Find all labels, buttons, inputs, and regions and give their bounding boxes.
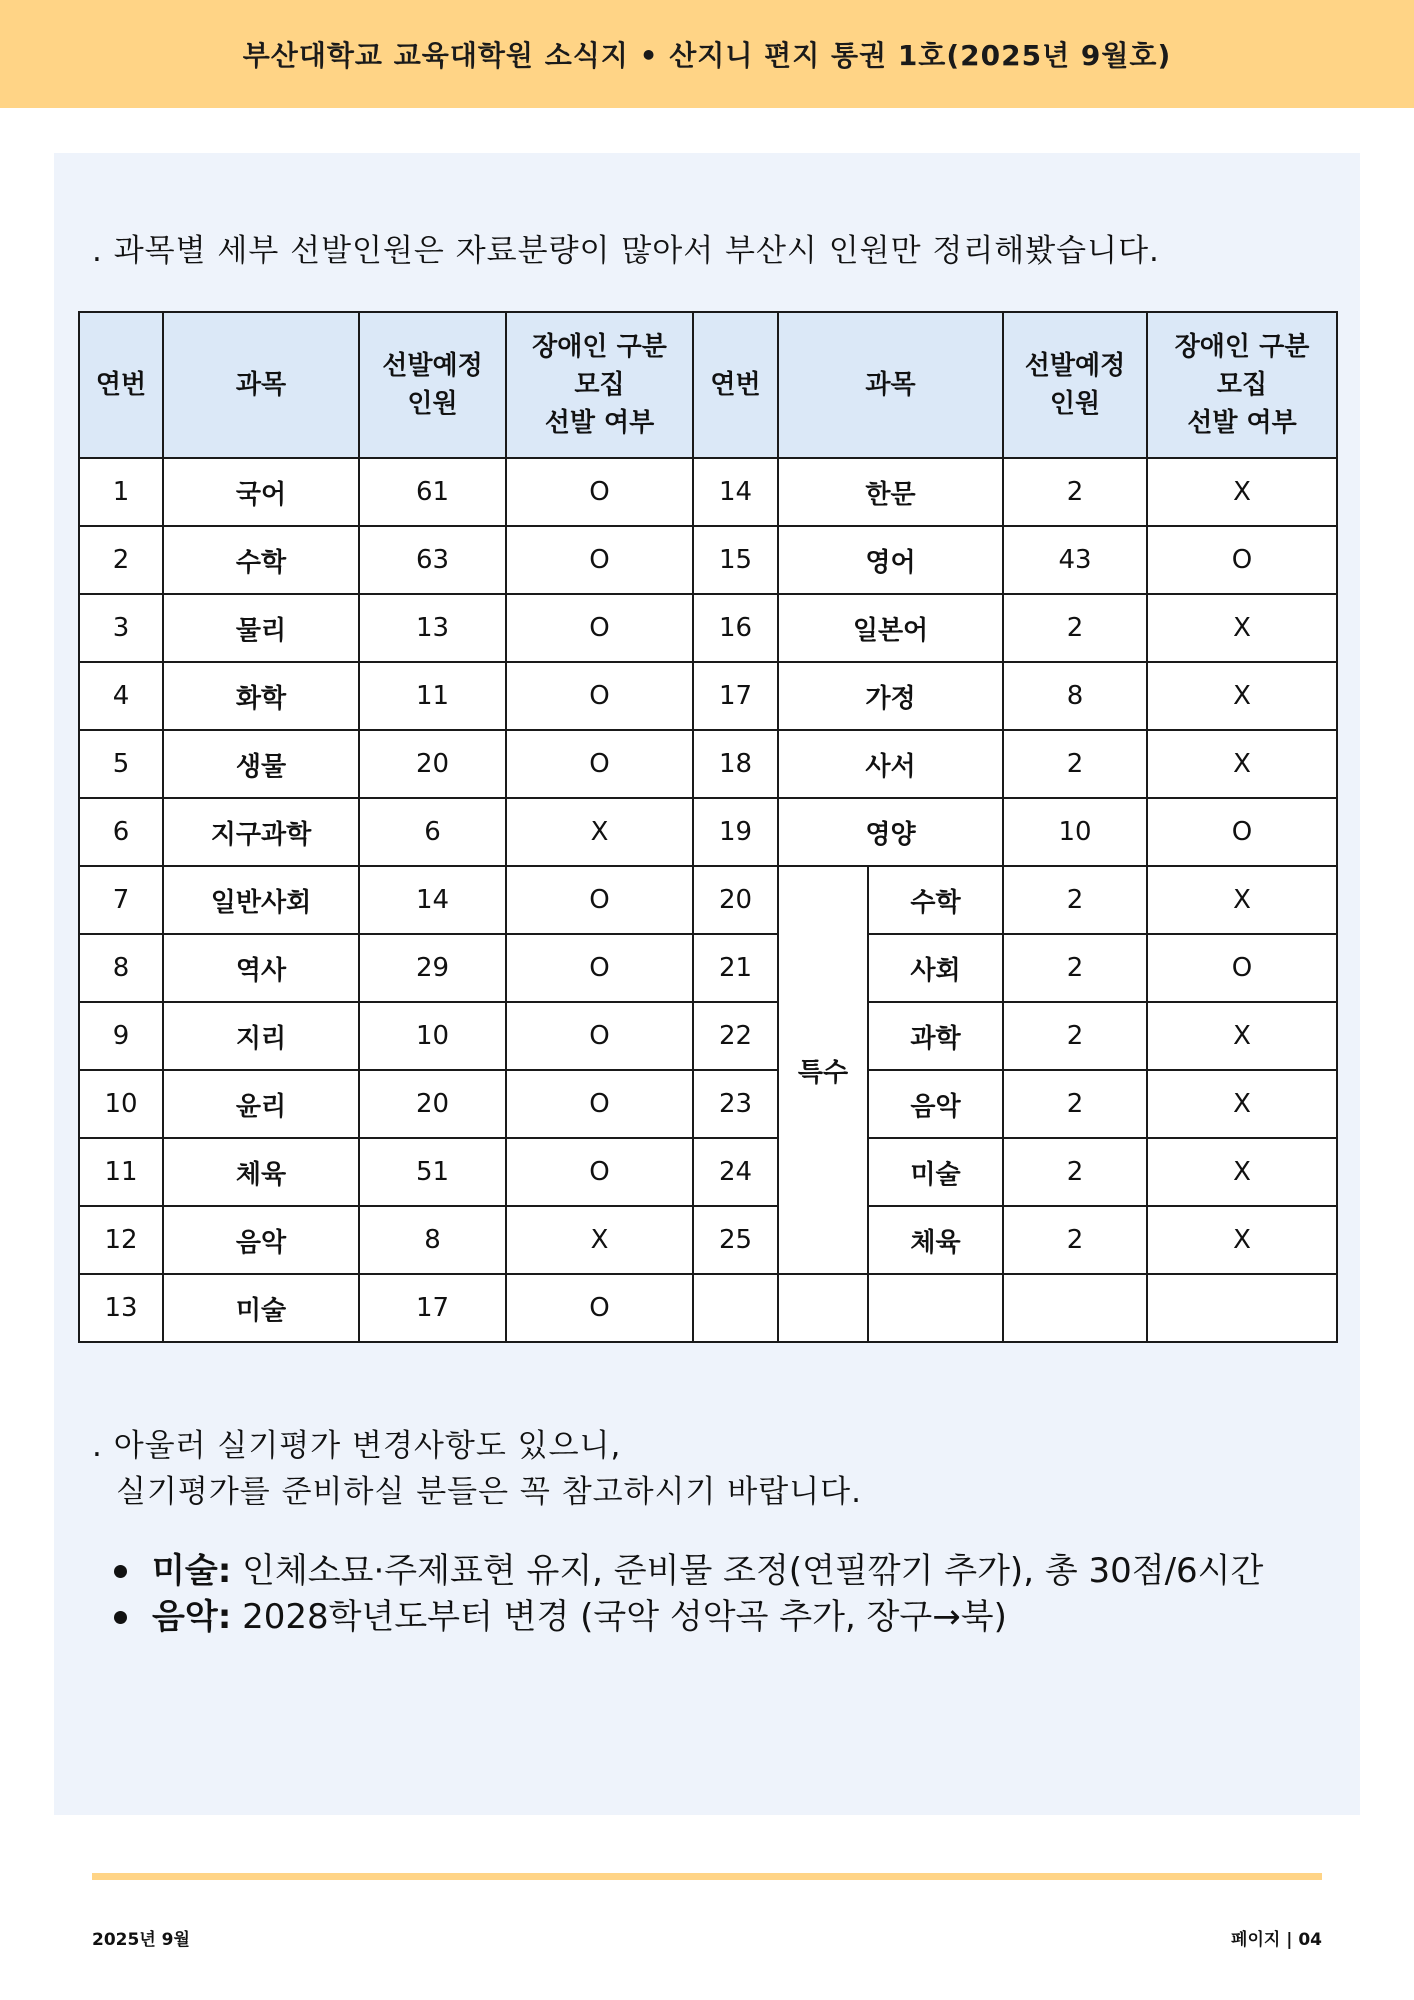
list-item bbox=[114, 1594, 1263, 1640]
row-quota: 43 bbox=[1003, 526, 1147, 594]
table-header-row bbox=[79, 312, 1337, 458]
row-no: 12 bbox=[79, 1206, 163, 1274]
footer-divider bbox=[92, 1873, 1322, 1880]
row-quota: 10 bbox=[1003, 798, 1147, 866]
row-no: 20 bbox=[693, 866, 778, 934]
row-quota: 29 bbox=[359, 934, 506, 1002]
row-disability: O bbox=[506, 866, 693, 934]
row-disability: O bbox=[506, 1002, 693, 1070]
row-subject: 음악 bbox=[868, 1070, 1003, 1138]
intro-text: . 과목별 세부 선발인원은 자료분량이 많아서 부산시 인원만 정리해봤습니다. bbox=[92, 233, 1160, 269]
row-disability: X bbox=[1147, 1138, 1337, 1206]
row-quota: 2 bbox=[1003, 866, 1147, 934]
row-disability: O bbox=[1147, 798, 1337, 866]
change-list bbox=[114, 1548, 1263, 1640]
empty-cell bbox=[868, 1274, 1003, 1342]
row-no: 7 bbox=[79, 866, 163, 934]
row-disability: X bbox=[1147, 662, 1337, 730]
table-row bbox=[79, 1206, 1337, 1274]
header-band bbox=[0, 0, 1414, 108]
row-no: 5 bbox=[79, 730, 163, 798]
row-no: 14 bbox=[693, 458, 778, 526]
row-no: 16 bbox=[693, 594, 778, 662]
row-no: 4 bbox=[79, 662, 163, 730]
row-quota: 63 bbox=[359, 526, 506, 594]
bullet-text: 2028학년도부터 변경 (국악 성악곡 추가, 장구→북) bbox=[231, 1597, 1007, 1637]
bullet-text: 인체소묘·주제표현 유지, 준비물 조정(연필깎기 추가), 총 30점/6시간 bbox=[231, 1551, 1264, 1591]
table-row bbox=[79, 866, 1337, 934]
row-subject: 화학 bbox=[163, 662, 359, 730]
row-subject: 영양 bbox=[778, 798, 1003, 866]
empty-cell bbox=[693, 1274, 778, 1342]
row-disability: O bbox=[506, 1274, 693, 1342]
row-disability: O bbox=[506, 1070, 693, 1138]
table-row bbox=[79, 730, 1337, 798]
row-quota: 61 bbox=[359, 458, 506, 526]
row-no: 8 bbox=[79, 934, 163, 1002]
row-subject: 생물 bbox=[163, 730, 359, 798]
row-subject: 사회 bbox=[868, 934, 1003, 1002]
note-line-2: 실기평가를 준비하실 분들은 꼭 참고하시기 바랍니다. bbox=[116, 1474, 862, 1510]
content-panel bbox=[54, 153, 1360, 1815]
row-quota: 17 bbox=[359, 1274, 506, 1342]
row-no: 23 bbox=[693, 1070, 778, 1138]
row-no: 21 bbox=[693, 934, 778, 1002]
row-disability: X bbox=[1147, 594, 1337, 662]
table-row bbox=[79, 526, 1337, 594]
row-no: 19 bbox=[693, 798, 778, 866]
row-no: 13 bbox=[79, 1274, 163, 1342]
row-disability: X bbox=[1147, 1002, 1337, 1070]
row-subject: 가정 bbox=[778, 662, 1003, 730]
table-row bbox=[79, 798, 1337, 866]
row-no: 3 bbox=[79, 594, 163, 662]
header-quota: 선발예정 인원 bbox=[359, 312, 506, 458]
row-disability: X bbox=[1147, 730, 1337, 798]
empty-cell bbox=[1147, 1274, 1337, 1342]
row-no: 17 bbox=[693, 662, 778, 730]
table-row bbox=[79, 1070, 1337, 1138]
row-disability: X bbox=[1147, 1206, 1337, 1274]
row-quota: 2 bbox=[1003, 1138, 1147, 1206]
footer-date: 2025년 9월 bbox=[92, 1930, 190, 1950]
row-quota: 2 bbox=[1003, 934, 1147, 1002]
header-no: 연번 bbox=[79, 312, 163, 458]
header-quota: 선발예정 인원 bbox=[1003, 312, 1147, 458]
table-row bbox=[79, 594, 1337, 662]
row-disability: O bbox=[506, 1138, 693, 1206]
row-subject: 일반사회 bbox=[163, 866, 359, 934]
row-quota: 2 bbox=[1003, 1002, 1147, 1070]
row-quota: 2 bbox=[1003, 1206, 1147, 1274]
row-subject: 역사 bbox=[163, 934, 359, 1002]
practical-exam-note bbox=[92, 1423, 862, 1515]
row-disability: O bbox=[506, 662, 693, 730]
row-quota: 13 bbox=[359, 594, 506, 662]
row-quota: 6 bbox=[359, 798, 506, 866]
row-subject: 과학 bbox=[868, 1002, 1003, 1070]
special-group-label: 특수 bbox=[778, 866, 868, 1274]
header-subject: 과목 bbox=[778, 312, 1003, 458]
row-no: 1 bbox=[79, 458, 163, 526]
row-no: 11 bbox=[79, 1138, 163, 1206]
row-subject: 일본어 bbox=[778, 594, 1003, 662]
row-subject: 지구과학 bbox=[163, 798, 359, 866]
header-disability: 장애인 구분 모집 선발 여부 bbox=[506, 312, 693, 458]
row-quota: 2 bbox=[1003, 730, 1147, 798]
row-no: 10 bbox=[79, 1070, 163, 1138]
newsletter-title: 부산대학교 교육대학원 소식지 • 산지니 편지 통권 1호(2025년 9월호) bbox=[242, 39, 1172, 72]
row-subject: 지리 bbox=[163, 1002, 359, 1070]
row-subject: 음악 bbox=[163, 1206, 359, 1274]
row-quota: 2 bbox=[1003, 1070, 1147, 1138]
row-disability: X bbox=[506, 1206, 693, 1274]
row-subject: 수학 bbox=[868, 866, 1003, 934]
table-row bbox=[79, 458, 1337, 526]
row-quota: 8 bbox=[359, 1206, 506, 1274]
table-row bbox=[79, 1274, 1337, 1342]
row-quota: 51 bbox=[359, 1138, 506, 1206]
bullet-label: 미술: bbox=[152, 1551, 232, 1591]
header-subject: 과목 bbox=[163, 312, 359, 458]
row-subject: 미술 bbox=[163, 1274, 359, 1342]
row-no: 2 bbox=[79, 526, 163, 594]
row-quota: 10 bbox=[359, 1002, 506, 1070]
row-quota: 2 bbox=[1003, 458, 1147, 526]
note-line-1: . 아울러 실기평가 변경사항도 있으니, bbox=[92, 1428, 622, 1464]
row-subject: 미술 bbox=[868, 1138, 1003, 1206]
row-disability: O bbox=[1147, 934, 1337, 1002]
row-no: 22 bbox=[693, 1002, 778, 1070]
table-row bbox=[79, 1002, 1337, 1070]
row-disability: X bbox=[1147, 458, 1337, 526]
row-quota: 2 bbox=[1003, 594, 1147, 662]
row-subject: 국어 bbox=[163, 458, 359, 526]
row-disability: O bbox=[506, 594, 693, 662]
header-disability: 장애인 구분 모집 선발 여부 bbox=[1147, 312, 1337, 458]
quota-table bbox=[78, 311, 1338, 1343]
row-quota: 20 bbox=[359, 730, 506, 798]
row-quota: 8 bbox=[1003, 662, 1147, 730]
row-no: 25 bbox=[693, 1206, 778, 1274]
table-row bbox=[79, 934, 1337, 1002]
row-subject: 영어 bbox=[778, 526, 1003, 594]
row-no: 9 bbox=[79, 1002, 163, 1070]
row-disability: X bbox=[1147, 866, 1337, 934]
row-no: 24 bbox=[693, 1138, 778, 1206]
row-disability: O bbox=[1147, 526, 1337, 594]
footer-page-number: 페이지 | 04 bbox=[1231, 1930, 1322, 1950]
list-item bbox=[114, 1548, 1263, 1594]
row-disability: O bbox=[506, 458, 693, 526]
row-subject: 윤리 bbox=[163, 1070, 359, 1138]
row-disability: O bbox=[506, 730, 693, 798]
row-disability: O bbox=[506, 526, 693, 594]
header-no: 연번 bbox=[693, 312, 778, 458]
row-quota: 14 bbox=[359, 866, 506, 934]
row-no: 15 bbox=[693, 526, 778, 594]
table-row bbox=[79, 1138, 1337, 1206]
bullet-label: 음악: bbox=[152, 1597, 232, 1637]
row-subject: 수학 bbox=[163, 526, 359, 594]
row-disability: X bbox=[506, 798, 693, 866]
table-row bbox=[79, 662, 1337, 730]
row-subject: 한문 bbox=[778, 458, 1003, 526]
row-no: 18 bbox=[693, 730, 778, 798]
row-subject: 체육 bbox=[163, 1138, 359, 1206]
row-quota: 11 bbox=[359, 662, 506, 730]
empty-cell bbox=[1003, 1274, 1147, 1342]
row-no: 6 bbox=[79, 798, 163, 866]
row-subject: 사서 bbox=[778, 730, 1003, 798]
empty-cell bbox=[778, 1274, 868, 1342]
row-disability: O bbox=[506, 934, 693, 1002]
row-quota: 20 bbox=[359, 1070, 506, 1138]
row-disability: X bbox=[1147, 1070, 1337, 1138]
row-subject: 물리 bbox=[163, 594, 359, 662]
row-subject: 체육 bbox=[868, 1206, 1003, 1274]
